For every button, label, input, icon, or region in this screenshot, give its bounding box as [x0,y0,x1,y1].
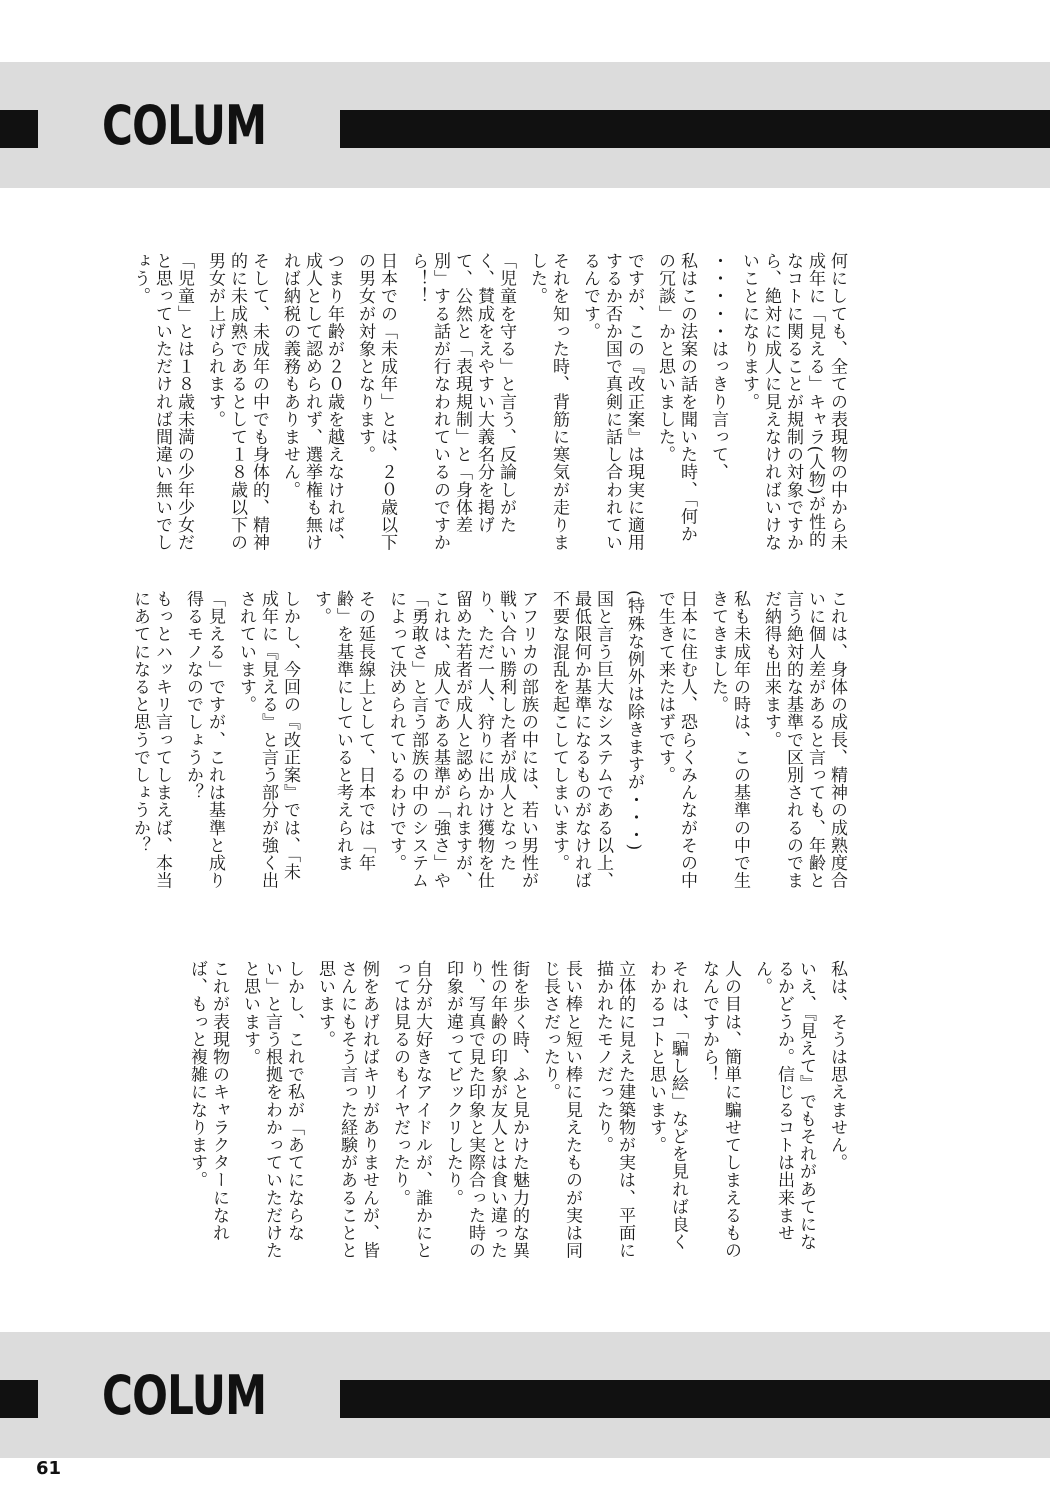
footer-title: COLUM [102,1364,267,1427]
header-title: COLUM [102,94,267,157]
paragraph: これは、身体の成長、精神の成熟度合いに個人差があると言っても、年齢と言う絶対的な基準で区別されるのでまだ納得も出来ます。 [761,590,847,890]
paragraph: 日本に住む人、恐らくみんながその中で生きて来たはずです。 [655,590,697,890]
paragraph: ・・・・・はっきり言って、 [708,252,728,481]
paragraph: もっとハッキリ言ってしまえば、本当にあてになると思うでしょうか？ [130,590,172,890]
paragraph: 「見える」ですが、これは基準と成り得るモノなのでしょうか？ [183,590,225,890]
header-bar [340,110,1050,148]
footer-banner [0,1332,1050,1458]
paragraph: 例をあげればキリがありませんが、皆さんにもそう言った経験があることと思います。 [315,960,379,1260]
paragraph: 私はこの法案の話を聞いた時、「何かの冗談」かと思いました。 [655,252,697,543]
paragraph: 何にしても、全ての表現物の中から未成年に「見える」キャラ(人物)が性的なコトに関ることが規制の対象ですから、絶対に成人に見えなければいけないことになります。 [739,252,847,552]
footer-bar [340,1380,1050,1418]
paragraph: しかし、今回の『改正案』では、「未成年に『見える』と言う部分が強く出されています。 [236,590,300,890]
paragraph: 日本での「未成年」とは、２０歳以下の男女が対象となります。 [355,252,397,552]
text-column-2 [130,590,848,890]
paragraph: しかし、これで私が「あてにならない」と言う根拠をわかっていただけたと思います。 [240,960,304,1260]
paragraph: つまり年齢が２０歳を越えなければ、成人として認められず、選挙権も無ければ納税の義務もありません。 [280,252,344,552]
paragraph: その延長線上として、日本では「年齢」を基準にしていると考えられます。 [311,590,375,872]
text-column-3 [187,960,848,1260]
paragraph: 長い棒と短い棒に見えたものが実は同じ長さだったり。 [540,960,582,1260]
paragraph: 街を歩く時、ふと見かけた魅力的な異性の年齢の印象が友人とは食い違ったり、写真で見た印象と実際合った時の印象が違ってビックリしたり。 [443,960,529,1260]
footer-square [0,1380,38,1418]
paragraph: 「児童を守る」と言う、反論しがたく、賛成をえやすい大義名分を掲げて、公然と「表現規制」と「身体差別」する話が行なわれているのですから！！ [408,252,516,552]
paragraph: アフリカの部族の中には、若い男性が戦い合い勝利した者が成人となったり、ただ一人、狩りに出かけ獲物を仕留めた若者が成人と認められますが、これは、成人である基準が「強さ」や「勇敢さ」と言う部族の中のシステムによって決められているわけです。 [386,590,538,890]
header-banner [0,62,1050,188]
paragraph: ですが、この『改正案』は現実に適用するか否か国で真剣に話し合われているんです。 [580,252,644,552]
paragraph: そして、未成年の中でも身体的、精神的に未成熟であるとして１８歳以下の男女が上げられます。 [205,252,269,552]
paragraph: 立体的に見えた建築物が実は、平面に描かれたモノだったり。 [593,960,635,1260]
text-column-1 [130,252,848,552]
paragraph: それは、「騙し絵」などを見れば良くわかるコトと思います。 [646,960,688,1251]
page-number: 61 [36,1458,62,1479]
paragraph: それを知った時、背筋に寒気が走りました。 [527,252,569,552]
paragraph: 私も未成年の時は、この基準の中で生きてきました。 [708,590,750,890]
paragraph: 私は、そうは思えません。 [827,960,847,1172]
paragraph: 自分が大好きなアイドルが、誰かにとっては見るのもイヤだったり。 [390,960,432,1260]
paragraph: 国と言う巨大なシステムである以上、最低限何か基準になるものがなければ不要な混乱を起こしてしまいます。 [549,590,613,890]
paragraph: いえ、『見えて』でもそれがあてになるかどうか。信じるコトは出来ません。 [752,960,816,1251]
paragraph: 「児童」とは１８歳未満の少年少女だと思っていただければ間違い無いでしょう。 [130,252,194,552]
paragraph: これが表現物のキャラクターになれば、もっと複雑になります。 [187,960,229,1242]
header-square [0,110,38,148]
paragraph: (特殊な例外は除きますが・・・) [624,590,644,851]
paragraph: 人の目は、簡単に騙せてしまえるものなんですから！ [699,960,741,1260]
